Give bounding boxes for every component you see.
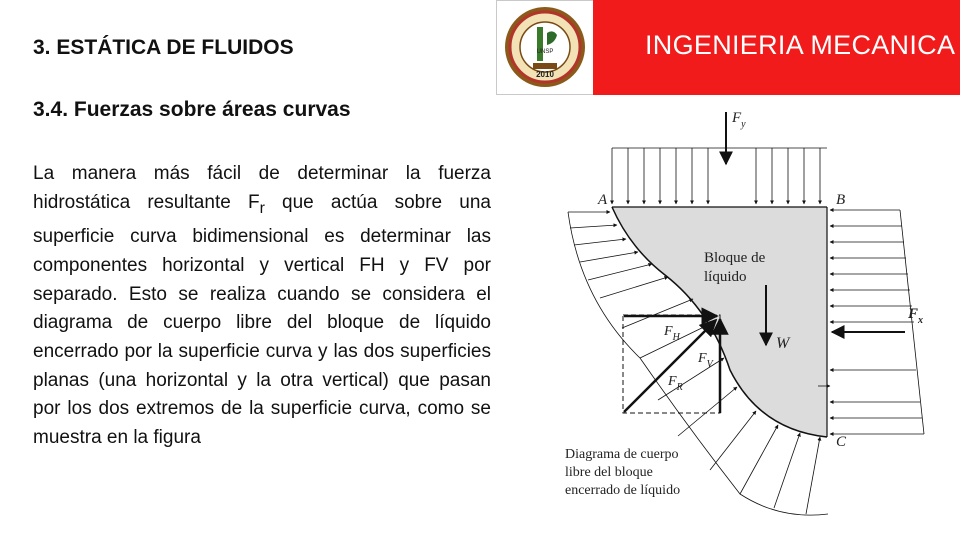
caption-line2: libre del bloque [565,465,653,480]
paragraph-text-a: La manera más fácil de determinar la fuerza hidrostática resultante F [33,163,491,213]
label-fx: $F_x$ [908,306,924,326]
block-label-line1: Bloque de [704,250,766,266]
section-title: 3.4. Fuerzas sobre áreas curvas [33,98,351,121]
label-w: W [776,335,790,352]
top-pressure-arrows [612,148,827,204]
label-a: A [598,192,608,208]
logo-year: 2010 [536,70,554,79]
caption-line1: Diagrama de cuerpo [565,447,679,462]
paragraph-subscript: r [259,199,265,217]
caption-line3: encerrado de líquido [565,483,681,498]
logo-initials: UNSP [536,49,554,55]
label-b: B [836,192,846,208]
paragraph-text-b: que actúa sobre una superficie curva bidimensional es determinar las componentes horizontal y vertical FH y FV por separado. Esto se realiza cuando se considera el diagrama de cuerpo libre del bloque de líquido encerrado por la superficie curva y las dos superficies planas (una horizontal y la otra vertical) que pasan por los dos extremos de la superficie curva, como se muestra en la figura [33,191,491,449]
body-paragraph [33,160,491,453]
label-fh: $F_H$ [664,324,680,343]
banner-text: INGENIERIA MECANICA [645,30,956,60]
label-c: C [836,434,847,450]
university-logo [496,0,594,95]
block-label-line2: líquido [704,269,747,285]
header-title: 3. ESTÁTICA DE FLUIDOS [33,36,294,59]
free-body-diagram [560,100,960,540]
right-pressure-arrows [818,210,924,434]
label-fr: $F_R$ [668,374,683,393]
label-fv: $F_V$ [698,351,713,370]
label-fy: $F_y$ [732,110,746,130]
